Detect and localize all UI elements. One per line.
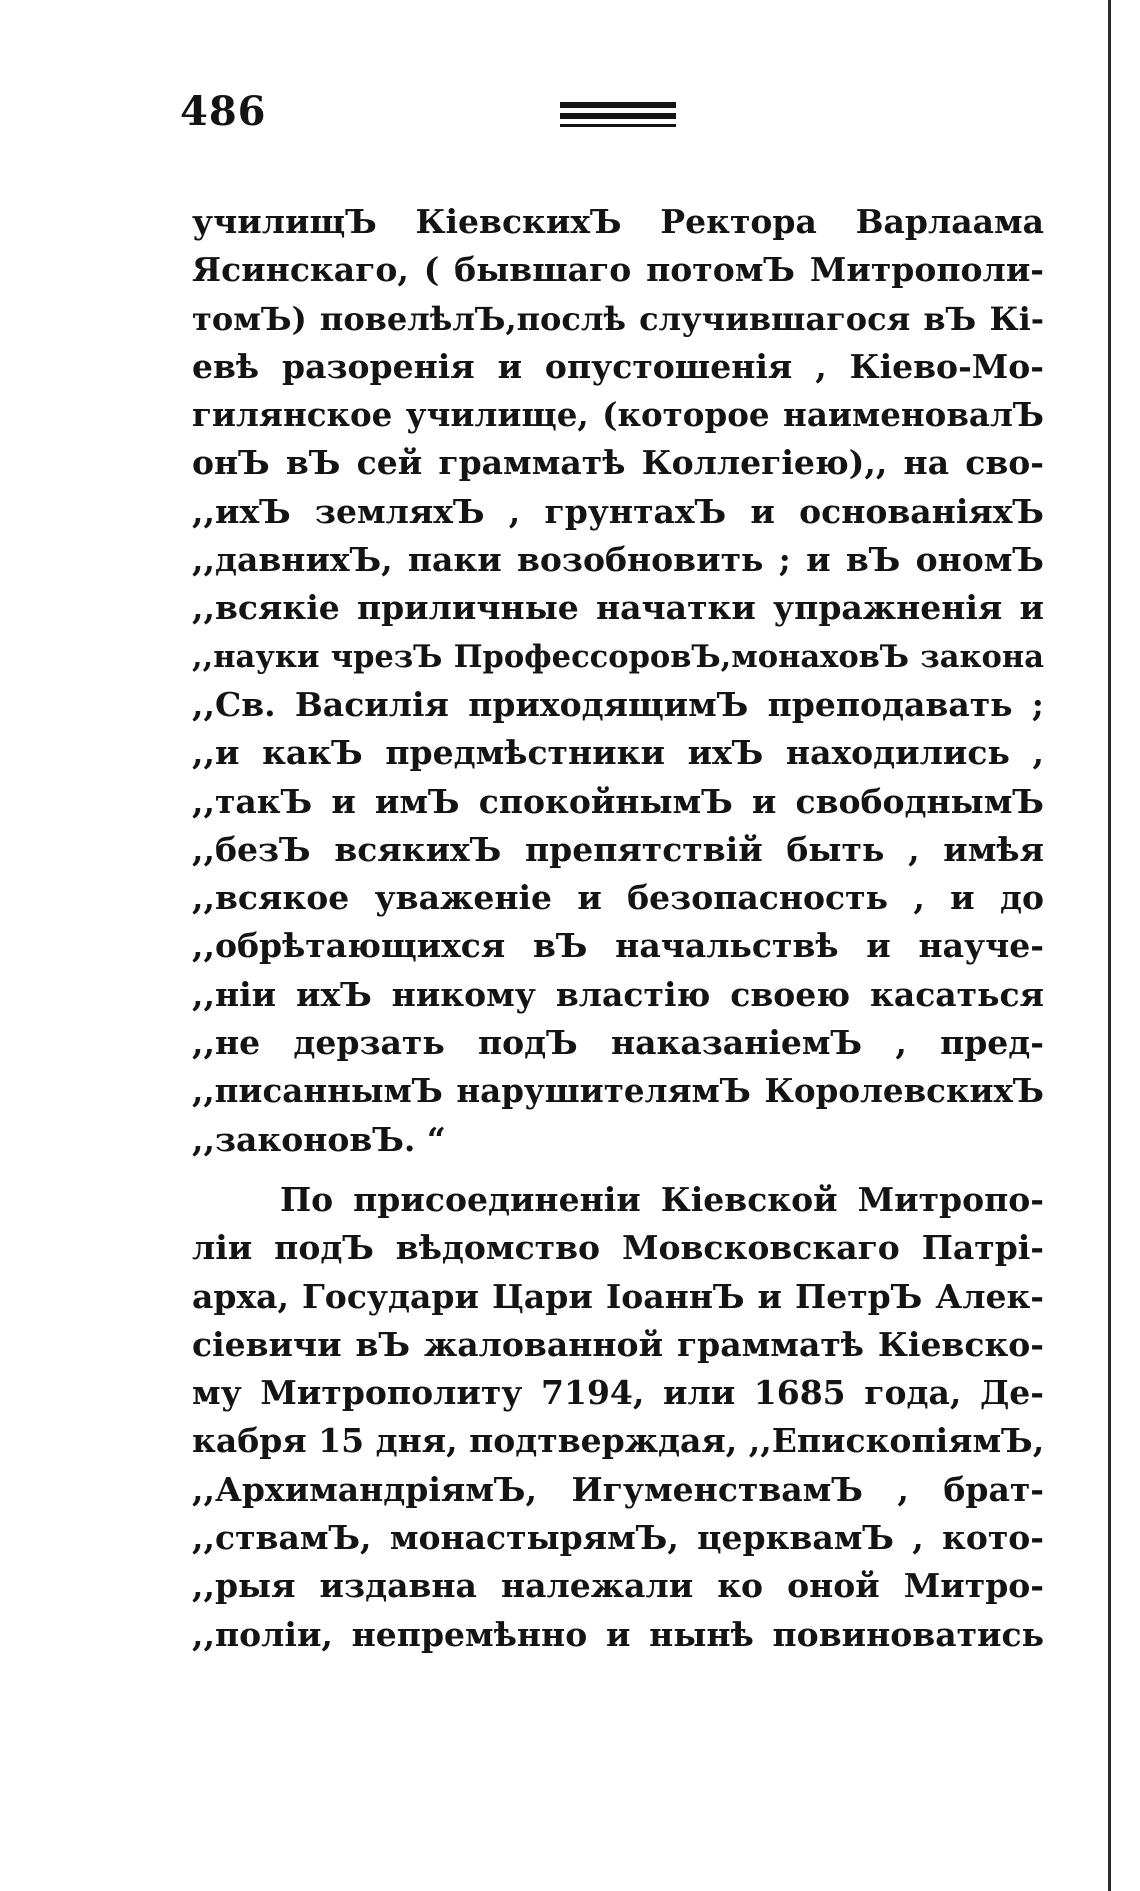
text-line: ,,всякое уваженіе и безопасность , и до [192, 878, 1044, 918]
text-line: гилянское училище, (которое наименовалЪ [192, 395, 1044, 435]
text-line: По присоединеніи Кіевской Митропо- [280, 1179, 1044, 1219]
paragraph-gap [192, 1164, 1044, 1176]
text-line: ,,всякіе приличные начатки упражненія и [192, 588, 1044, 628]
text-line: ,,ніи ихЪ никому властію своею касаться [192, 974, 1044, 1014]
paragraph-2 [192, 1176, 1044, 1659]
text-line: ,,науки чрезЪ ПрофессоровЪ,монаховЪ закона [192, 638, 1044, 675]
text-line: ,,ихЪ земляхЪ , грунтахЪ и основаніяхЪ [192, 491, 1044, 531]
page-edge-line [1108, 0, 1111, 1891]
text-line: кабря 15 дня, подтверждая, ,,ЕпископіямЪ, [192, 1421, 1045, 1461]
page-number: 486 [180, 88, 267, 135]
text-line: ,,поліи, непремѣнно и нынѣ повиноватись [192, 1614, 1044, 1654]
text-line: сіевичи вЪ жалованной грамматѣ Кіевско- [192, 1324, 1044, 1364]
text-line: арха, Государи Цари ІоаннЪ и ПетрЪ Алек- [192, 1276, 1044, 1316]
text-line: ,,АрхимандріямЪ, ИгуменствамЪ , брат- [192, 1469, 1044, 1509]
text-line: ,,и какЪ предмѣстники ихЪ находились , [192, 733, 1044, 773]
text-line: ,,безЪ всякихЪ препятствій быть , имѣя [192, 829, 1044, 869]
text-line: евѣ разоренія и опустошенія , Кіево-Мо- [192, 346, 1044, 386]
paragraph-1 [192, 198, 1044, 1164]
text-line: ,,рыя издавна належали ко оной Митро- [192, 1566, 1044, 1606]
header-ornament-rule [560, 102, 676, 130]
rule-bar [560, 102, 676, 108]
text-line: ,,Св. Василія приходящимЪ преподавать ; [192, 684, 1044, 724]
text-line: ,,писаннымЪ нарушителямЪ КоролевскихЪ [192, 1071, 1044, 1111]
rule-bar [560, 113, 676, 119]
text-line: Ясинскаго, ( бывшаго потомЪ Митрополи- [192, 250, 1044, 290]
text-line: ,,обрѣтающихся вЪ начальствѣ и науче- [192, 926, 1044, 966]
text-line: ,,давнихЪ, паки возобновить ; и вЪ ономЪ [192, 540, 1044, 580]
rule-bar [560, 124, 676, 127]
text-line: му Митрополиту 7194, или 1685 года, Де- [192, 1373, 1044, 1413]
text-line: томЪ) повелѣлЪ,послѣ случившагося вЪ Кі- [192, 299, 1044, 338]
text-line: онЪ вЪ сей грамматѣ Коллегіею),, на сво- [192, 443, 1044, 483]
text-line: ,,законовЪ. “ [192, 1119, 446, 1159]
text-line: ,,ствамЪ, монастырямЪ, церквамЪ , кото- [192, 1518, 1044, 1558]
text-line: ліи подЪ вѣдомство Мовсковскаго Патрі- [192, 1228, 1044, 1268]
text-line: ,,не дерзать подЪ наказаніемЪ , пред- [192, 1023, 1044, 1063]
text-line: ,,такЪ и имЪ спокойнымЪ и свободнымЪ [192, 781, 1044, 821]
body-text [192, 198, 1044, 1659]
text-line: училищЪ КіевскихЪ Ректора Варлаама [192, 202, 1044, 241]
